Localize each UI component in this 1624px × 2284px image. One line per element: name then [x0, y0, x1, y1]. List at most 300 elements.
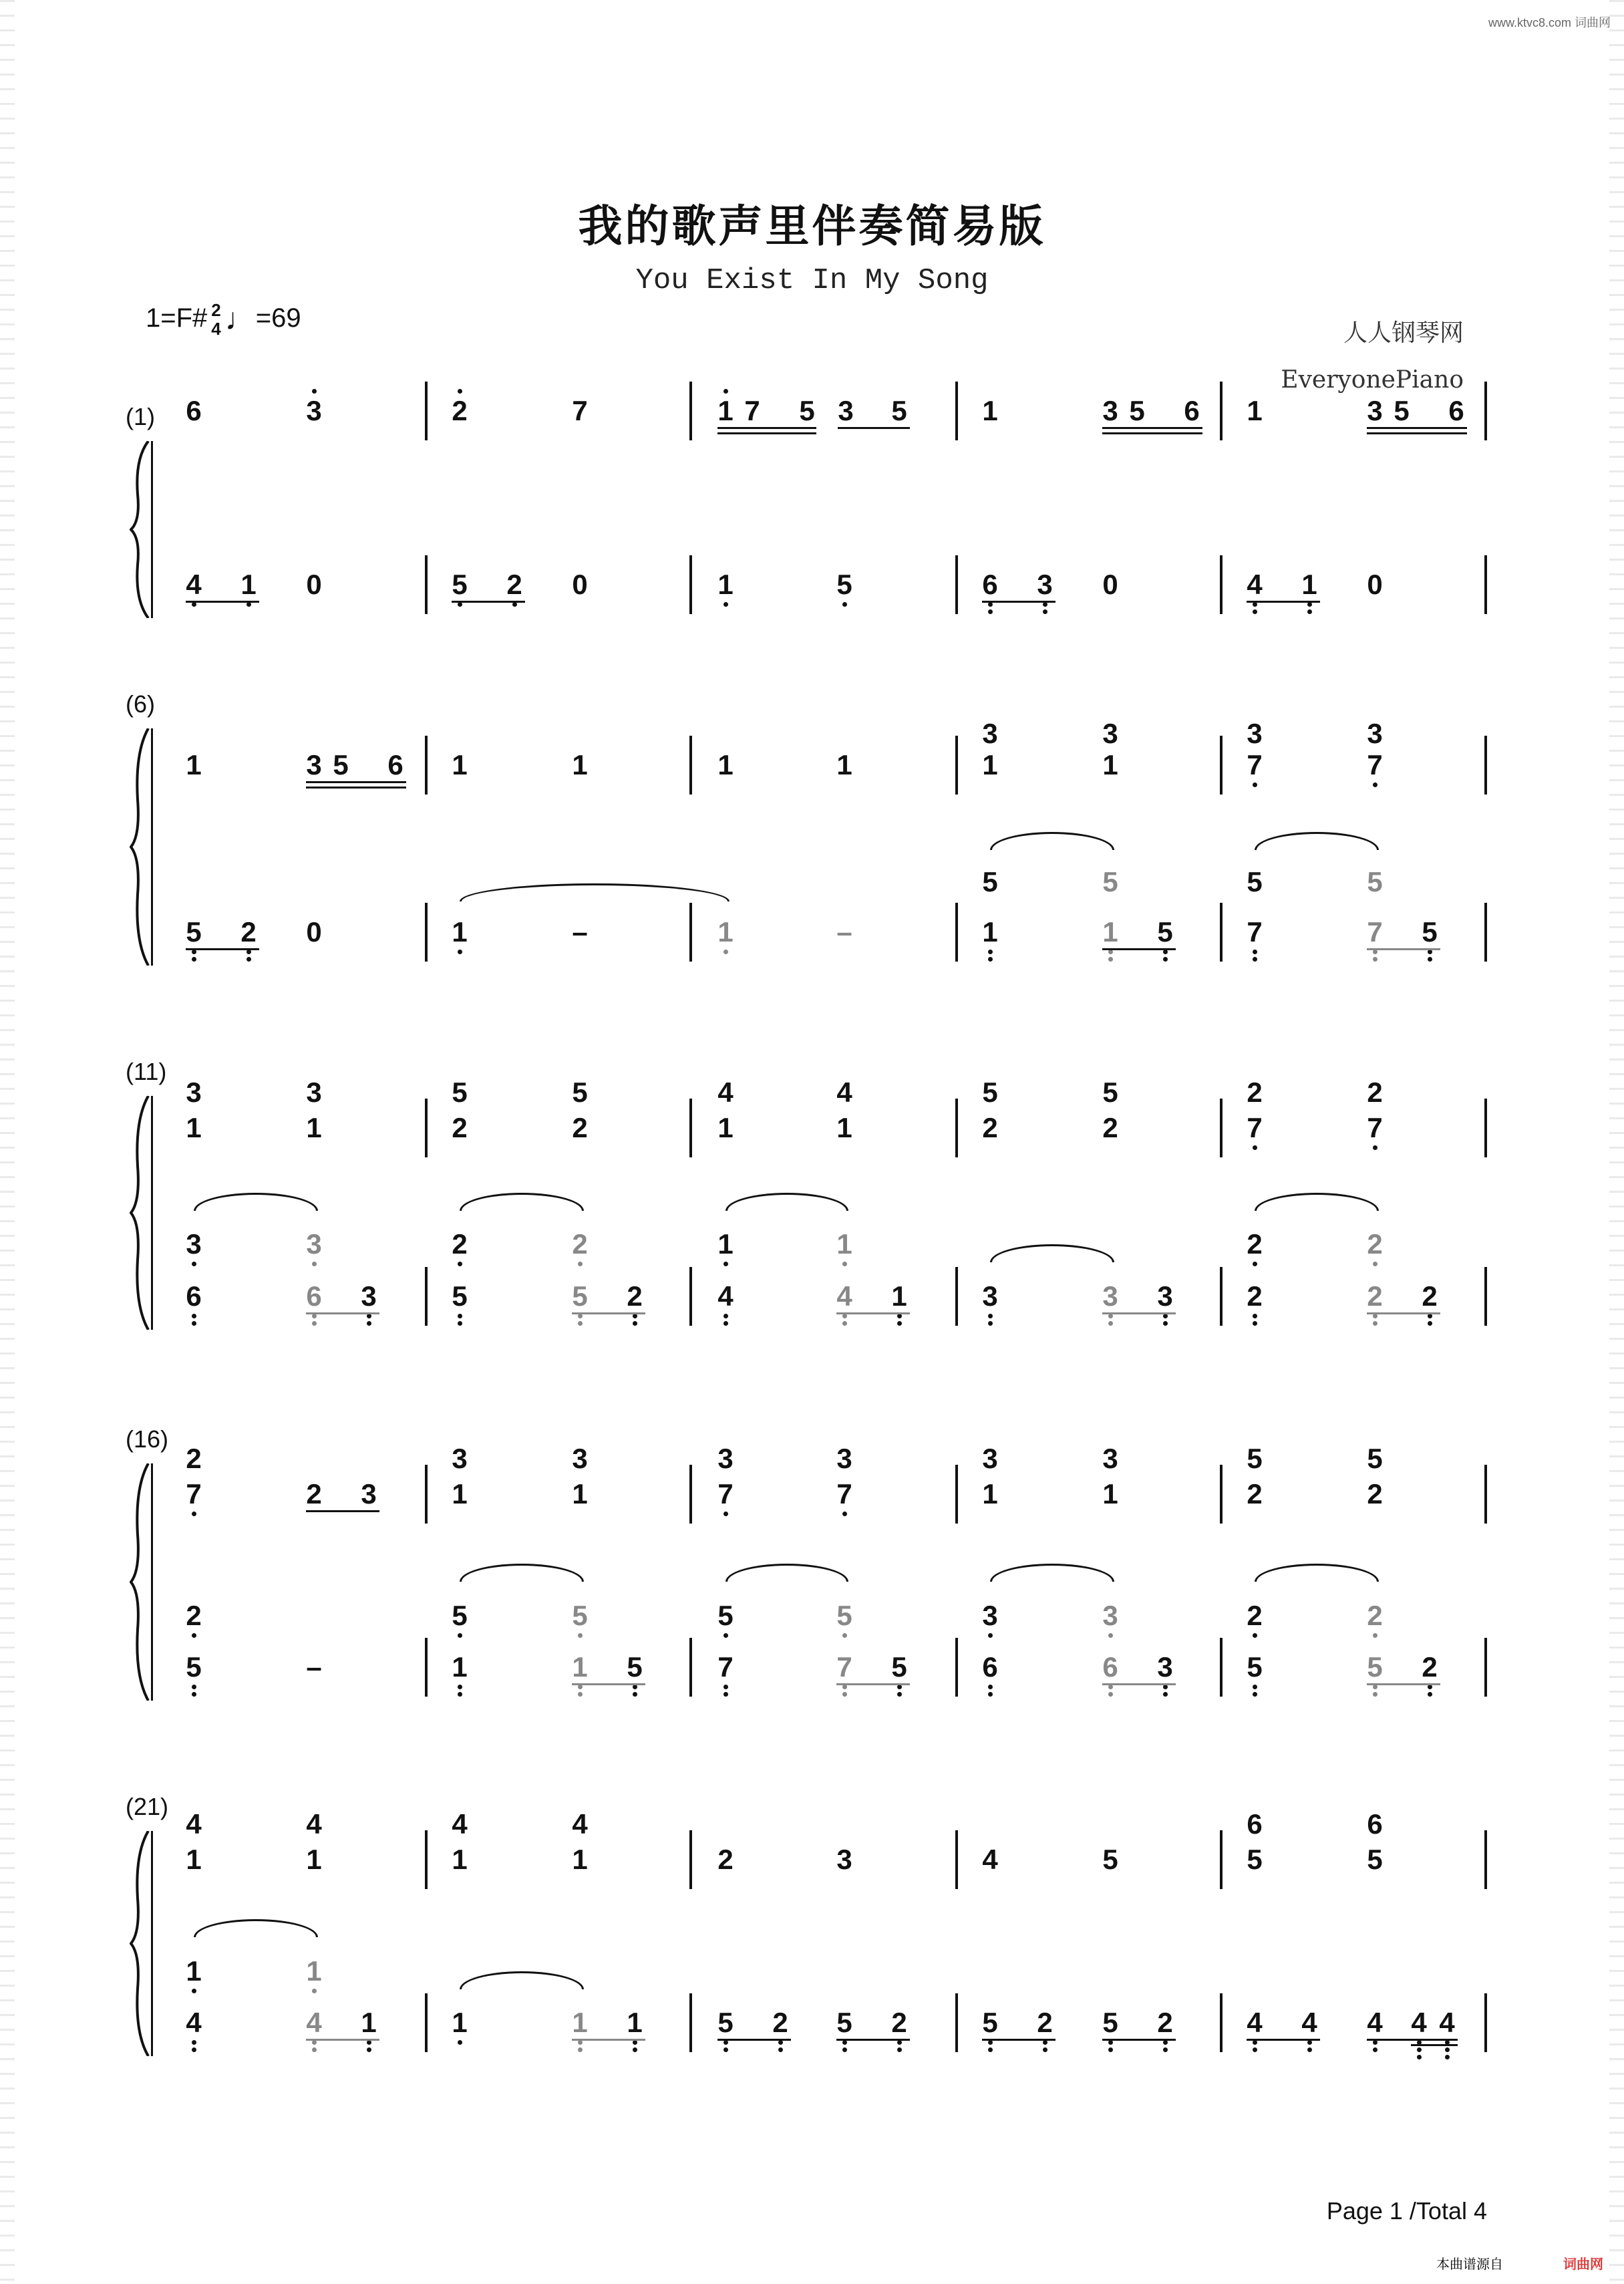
jianpu-note: 6: [982, 1651, 998, 1683]
octave-dot: [897, 2040, 902, 2045]
tie: [990, 1244, 1114, 1262]
jianpu-note: 1: [306, 1112, 322, 1143]
octave-dot: [1253, 1145, 1257, 1150]
source-site: 词曲网: [1563, 2257, 1603, 2272]
barline: [1220, 555, 1223, 614]
tempo-label: =69: [255, 303, 301, 333]
octave-dot: [247, 957, 251, 962]
barline: [689, 903, 692, 962]
brace: [130, 1463, 151, 1701]
jianpu-note: 1: [572, 2007, 588, 2038]
beam: [982, 2039, 1055, 2041]
octave-dot: [192, 957, 196, 962]
octave-dot: [988, 2047, 993, 2052]
jianpu-note: 5: [1247, 1443, 1263, 1474]
system-line: [151, 441, 153, 618]
jianpu-note: 1: [452, 749, 468, 780]
octave-dot: [1108, 1314, 1113, 1318]
octave-dot: [1253, 957, 1257, 962]
jianpu-note: 5: [1129, 395, 1145, 426]
octave-dot: [578, 1314, 583, 1318]
jianpu-note: 0: [572, 569, 588, 600]
jianpu-note: 0: [306, 916, 322, 948]
jianpu-note: 6: [186, 1280, 202, 1312]
jianpu-note: 5: [891, 395, 907, 426]
brace: [130, 728, 151, 966]
jianpu-note: 1: [1102, 1478, 1118, 1510]
jianpu-note: 0: [1367, 569, 1383, 600]
octave-dot: [1373, 1145, 1377, 1150]
octave-dot: [988, 1633, 993, 1638]
octave-dot: [1253, 2040, 1257, 2045]
jianpu-note: 2: [506, 569, 522, 600]
octave-dot: [1428, 1321, 1432, 1326]
jianpu-note: 5: [452, 569, 468, 600]
jianpu-note: 2: [186, 1443, 202, 1474]
jianpu-note: 7: [836, 1478, 852, 1510]
octave-dot: [1163, 1685, 1168, 1689]
beam: [1102, 1312, 1176, 1314]
measure-number: (11): [126, 1058, 167, 1085]
jianpu-note: 5: [1367, 1844, 1383, 1875]
jianpu-note: –: [836, 916, 852, 948]
jianpu-note: 1: [186, 749, 202, 780]
jianpu-note: 2: [1367, 1478, 1383, 1510]
octave-dot: [312, 1262, 317, 1266]
octave-dot: [578, 1692, 583, 1697]
barline: [1220, 1993, 1223, 2052]
jianpu-note: 3: [1367, 395, 1383, 426]
barline: [425, 736, 428, 795]
octave-dot: [458, 2040, 462, 2045]
jianpu-note: 2: [1247, 1077, 1263, 1108]
brace: [130, 441, 151, 618]
jianpu-note: 1: [572, 1651, 588, 1683]
jianpu-note: 5: [1102, 1844, 1118, 1875]
barline: [955, 1465, 958, 1524]
octave-dot: [633, 1321, 637, 1326]
barline: [1220, 382, 1223, 440]
jianpu-note: 6: [186, 395, 202, 426]
jianpu-note: 5: [572, 1600, 588, 1631]
jianpu-note: 5: [836, 569, 852, 600]
octave-dot: [842, 1692, 847, 1697]
barline: [425, 1638, 428, 1697]
jianpu-note: 2: [186, 1600, 202, 1631]
jianpu-note: 0: [306, 569, 322, 600]
jianpu-note: 2: [452, 1228, 468, 1260]
system-line: [151, 728, 153, 966]
jianpu-note: 5: [1367, 1443, 1383, 1474]
octave-dot: [192, 1512, 196, 1516]
jianpu-note: 1: [717, 395, 734, 426]
octave-dot: [1108, 2047, 1113, 2052]
jianpu-note: 2: [627, 1280, 643, 1312]
octave-dot: [1417, 2055, 1422, 2059]
jianpu-note: 5: [1102, 2007, 1118, 2038]
octave-dot: [988, 1321, 993, 1326]
jianpu-note: 4: [306, 2007, 322, 2038]
octave-dot: [458, 950, 462, 954]
jianpu-note: 4: [1367, 2007, 1383, 2038]
octave-dot: [1163, 2047, 1168, 2052]
beam: [1102, 427, 1202, 429]
jianpu-note: 3: [1157, 1651, 1173, 1683]
octave-dot: [578, 1633, 583, 1638]
octave-dot: [1373, 950, 1377, 954]
beam: [306, 787, 406, 789]
octave-dot: [1108, 1321, 1113, 1326]
octave-dot: [1163, 950, 1168, 954]
octave-dot: [723, 1321, 728, 1326]
jianpu-note: 1: [1247, 395, 1263, 426]
barline: [1220, 1638, 1223, 1697]
octave-dot: [633, 1314, 637, 1318]
beam: [186, 601, 259, 603]
tie: [194, 1919, 318, 1937]
jianpu-note: 3: [717, 1443, 734, 1474]
octave-dot: [1043, 609, 1047, 614]
jianpu-note: 3: [982, 718, 998, 749]
octave-dot: [1108, 1633, 1113, 1638]
barline: [955, 736, 958, 795]
jianpu-note: 6: [1448, 395, 1464, 426]
barline: [425, 1993, 428, 2052]
jianpu-note: 1: [572, 1844, 588, 1875]
octave-dot: [247, 950, 251, 954]
beam: [1411, 2044, 1458, 2046]
jianpu-note: 1: [836, 749, 852, 780]
beam: [982, 601, 1055, 603]
jianpu-note: 1: [717, 1228, 734, 1260]
jianpu-note: –: [306, 1651, 322, 1683]
octave-dot: [897, 1321, 902, 1326]
octave-dot: [1253, 1633, 1257, 1638]
jianpu-note: 4: [717, 1280, 734, 1312]
jianpu-note: 5: [836, 1600, 852, 1631]
jianpu-note: 3: [1102, 1600, 1118, 1631]
jianpu-note: 1: [452, 1478, 468, 1510]
octave-dot: [1108, 950, 1113, 954]
octave-dot: [192, 1262, 196, 1266]
octave-dot: [367, 2047, 371, 2052]
beam: [1247, 2039, 1320, 2041]
octave-dot: [312, 1321, 317, 1326]
beam: [836, 2039, 910, 2041]
octave-dot: [1373, 2040, 1377, 2045]
octave-dot: [578, 2040, 583, 2045]
octave-dot: [723, 950, 728, 954]
barline: [425, 903, 428, 962]
beam: [717, 427, 816, 429]
octave-dot: [1428, 1685, 1432, 1689]
jianpu-note: 7: [836, 1651, 852, 1683]
octave-dot: [988, 609, 993, 614]
octave-dot: [723, 1262, 728, 1266]
octave-dot: [988, 1692, 993, 1697]
beam: [1367, 1683, 1440, 1685]
beam: [306, 781, 406, 783]
octave-dot: [1428, 957, 1432, 962]
jianpu-note: 3: [838, 395, 854, 426]
barline: [689, 1993, 692, 2052]
beam: [452, 601, 525, 603]
octave-dot: [1253, 1321, 1257, 1326]
octave-dot: [578, 1321, 583, 1326]
jianpu-note: 4: [836, 1280, 852, 1312]
jianpu-note: 1: [982, 395, 998, 426]
jianpu-note: 1: [452, 916, 468, 948]
octave-dot: [897, 1692, 902, 1697]
barline: [689, 1830, 692, 1889]
octave-dot: [1253, 782, 1257, 787]
jianpu-note: 4: [452, 1808, 468, 1840]
octave-dot: [842, 1512, 847, 1516]
octave-dot: [778, 2047, 783, 2052]
jianpu-note: 2: [982, 1112, 998, 1143]
octave-dot: [1253, 950, 1257, 954]
jianpu-note: 4: [186, 1808, 202, 1840]
jianpu-note: 1: [1102, 916, 1118, 948]
beam: [1367, 948, 1440, 950]
jianpu-note: 5: [452, 1600, 468, 1631]
page-subtitle: You Exist In My Song: [635, 264, 989, 297]
jianpu-note: 5: [1394, 395, 1410, 426]
barline: [1484, 1099, 1487, 1157]
jianpu-note: 2: [772, 2007, 788, 2038]
octave-dot: [1428, 1314, 1432, 1318]
system-line: [151, 1831, 153, 2056]
jianpu-note: 7: [717, 1478, 734, 1510]
barline: [955, 382, 958, 440]
octave-dot: [367, 1314, 371, 1318]
barline: [1484, 1830, 1487, 1889]
jianpu-note: 5: [1422, 916, 1438, 948]
octave-dot: [247, 602, 251, 607]
octave-dot: [897, 1685, 902, 1689]
jianpu-note: 2: [1367, 1077, 1383, 1108]
barline: [689, 1465, 692, 1524]
barline: [955, 1993, 958, 2052]
octave-dot: [1253, 609, 1257, 614]
jianpu-note: 3: [306, 1077, 322, 1108]
octave-dot: [1108, 1685, 1113, 1689]
tie: [725, 1564, 848, 1582]
jianpu-note: 3: [186, 1228, 202, 1260]
jianpu-note: 2: [891, 2007, 907, 2038]
octave-dot: [723, 2047, 728, 2052]
octave-dot: [988, 602, 993, 607]
jianpu-note: 1: [627, 2007, 643, 2038]
jianpu-note: 4: [1439, 2007, 1455, 2038]
jianpu-note: 2: [1247, 1228, 1263, 1260]
jianpu-note: 7: [1247, 916, 1263, 948]
octave-dot: [1108, 1692, 1113, 1697]
octave-dot: [897, 2047, 902, 2052]
beam: [836, 1683, 910, 1685]
jianpu-note: 1: [572, 749, 588, 780]
octave-dot: [842, 1685, 847, 1689]
barline: [1220, 1099, 1223, 1157]
octave-dot: [312, 2047, 317, 2052]
jianpu-note: 1: [572, 1478, 588, 1510]
jianpu-note: 4: [186, 2007, 202, 2038]
jianpu-note: 2: [240, 916, 257, 948]
octave-dot: [578, 1262, 583, 1266]
jianpu-note: 5: [186, 916, 202, 948]
beam: [836, 1312, 910, 1314]
jianpu-note: 5: [572, 1077, 588, 1108]
jianpu-note: 1: [1301, 569, 1317, 600]
octave-dot: [778, 2040, 783, 2045]
jianpu-note: 5: [333, 749, 349, 780]
barline: [689, 1638, 692, 1697]
octave-dot: [1108, 2040, 1113, 2045]
octave-dot: [1445, 2055, 1450, 2059]
octave-dot: [1417, 2047, 1422, 2052]
octave-dot: [1307, 2047, 1312, 2052]
barline: [425, 1099, 428, 1157]
jianpu-note: 3: [452, 1443, 468, 1474]
barline: [955, 1830, 958, 1889]
barline: [955, 1267, 958, 1326]
jianpu-note: 1: [186, 1844, 202, 1875]
barline: [1484, 1465, 1487, 1524]
jianpu-note: 2: [1037, 2007, 1053, 2038]
jianpu-note: 2: [717, 1844, 734, 1875]
jianpu-note: 4: [836, 1077, 852, 1108]
jianpu-note: 3: [1157, 1280, 1173, 1312]
beam: [1367, 432, 1467, 434]
jianpu-note: 7: [1247, 749, 1263, 780]
jianpu-note: 7: [1367, 749, 1383, 780]
jianpu-note: 1: [982, 916, 998, 948]
jianpu-note: 5: [799, 395, 815, 426]
octave-dot: [312, 2040, 317, 2045]
octave-dot: [458, 1692, 462, 1697]
measure-number: (1): [126, 403, 155, 430]
author-credit: 人人钢琴网: [1343, 319, 1464, 347]
jianpu-note: 6: [1184, 395, 1200, 426]
octave-dot: [192, 1692, 196, 1697]
jianpu-note: 6: [982, 569, 998, 600]
barline: [425, 1830, 428, 1889]
key-signature: [146, 301, 301, 338]
jianpu-note: 0: [1102, 569, 1118, 600]
octave-dot: [723, 1512, 728, 1516]
jianpu-note: 1: [240, 569, 257, 600]
octave-dot: [723, 1685, 728, 1689]
jianpu-note: 5: [186, 1651, 202, 1683]
jianpu-note: 3: [1247, 718, 1263, 749]
octave-dot: [1043, 2040, 1047, 2045]
octave-dot: [192, 602, 196, 607]
jianpu-note: 4: [717, 1077, 734, 1108]
tie: [460, 1564, 584, 1582]
barline: [1220, 903, 1223, 962]
octave-dot: [988, 957, 993, 962]
tie: [460, 1971, 584, 1989]
jianpu-note: 5: [717, 1600, 734, 1631]
jianpu-note: 5: [1367, 1651, 1383, 1683]
jianpu-note: –: [572, 916, 588, 948]
barline: [1484, 555, 1487, 614]
octave-dot: [1373, 1685, 1377, 1689]
barline: [689, 555, 692, 614]
octave-dot: [1253, 1692, 1257, 1697]
jianpu-note: 1: [836, 1112, 852, 1143]
tie: [194, 1193, 318, 1211]
jianpu-note: 5: [1247, 866, 1263, 897]
barline: [1220, 736, 1223, 795]
jianpu-note: 1: [452, 1651, 468, 1683]
barline: [1220, 1267, 1223, 1326]
octave-dot: [1043, 2047, 1047, 2052]
tie: [460, 1193, 584, 1211]
octave-dot: [1373, 957, 1377, 962]
barline: [1484, 1993, 1487, 2052]
octave-dot: [633, 2040, 637, 2045]
jianpu-note: 3: [836, 1443, 852, 1474]
barline: [955, 555, 958, 614]
octave-dot: [578, 2047, 583, 2052]
jianpu-note: 5: [891, 1651, 907, 1683]
octave-dot: [458, 389, 462, 394]
jianpu-note: 3: [1102, 1280, 1118, 1312]
octave-dot: [1043, 602, 1047, 607]
jianpu-note: 2: [1422, 1651, 1438, 1683]
octave-dot: [842, 1633, 847, 1638]
octave-dot: [988, 1685, 993, 1689]
jianpu-note: 3: [306, 395, 322, 426]
key-label: 1=F#: [146, 303, 208, 333]
octave-dot: [1253, 1314, 1257, 1318]
octave-dot: [723, 1692, 728, 1697]
jianpu-note: 5: [1247, 1651, 1263, 1683]
measure-number: (6): [126, 690, 155, 718]
barline: [689, 382, 692, 440]
jianpu-note: 3: [1037, 569, 1053, 600]
jianpu-note: 2: [1367, 1280, 1383, 1312]
jianpu-note: 1: [306, 1955, 322, 1987]
jianpu-note: 3: [982, 1600, 998, 1631]
barline: [1484, 382, 1487, 440]
jianpu-note: 2: [306, 1478, 322, 1510]
octave-dot: [1163, 2040, 1168, 2045]
barline: [955, 903, 958, 962]
barline: [689, 1267, 692, 1326]
jianpu-note: 5: [1247, 1844, 1263, 1875]
jianpu-note: 5: [1102, 866, 1118, 897]
jianpu-note: 5: [1102, 1077, 1118, 1108]
tie: [1255, 1564, 1379, 1582]
jianpu-note: 3: [982, 1443, 998, 1474]
jianpu-note: 3: [1102, 1443, 1118, 1474]
octave-dot: [192, 950, 196, 954]
beam: [1102, 2039, 1176, 2041]
octave-dot: [1253, 1685, 1257, 1689]
octave-dot: [723, 389, 728, 394]
octave-dot: [1163, 1692, 1168, 1697]
jianpu-note: 2: [572, 1112, 588, 1143]
beam: [572, 1312, 645, 1314]
jianpu-note: 4: [186, 569, 202, 600]
octave-dot: [842, 2047, 847, 2052]
octave-dot: [1373, 782, 1377, 787]
jianpu-note: 3: [1367, 718, 1383, 749]
octave-dot: [1428, 950, 1432, 954]
beam: [572, 1683, 645, 1685]
